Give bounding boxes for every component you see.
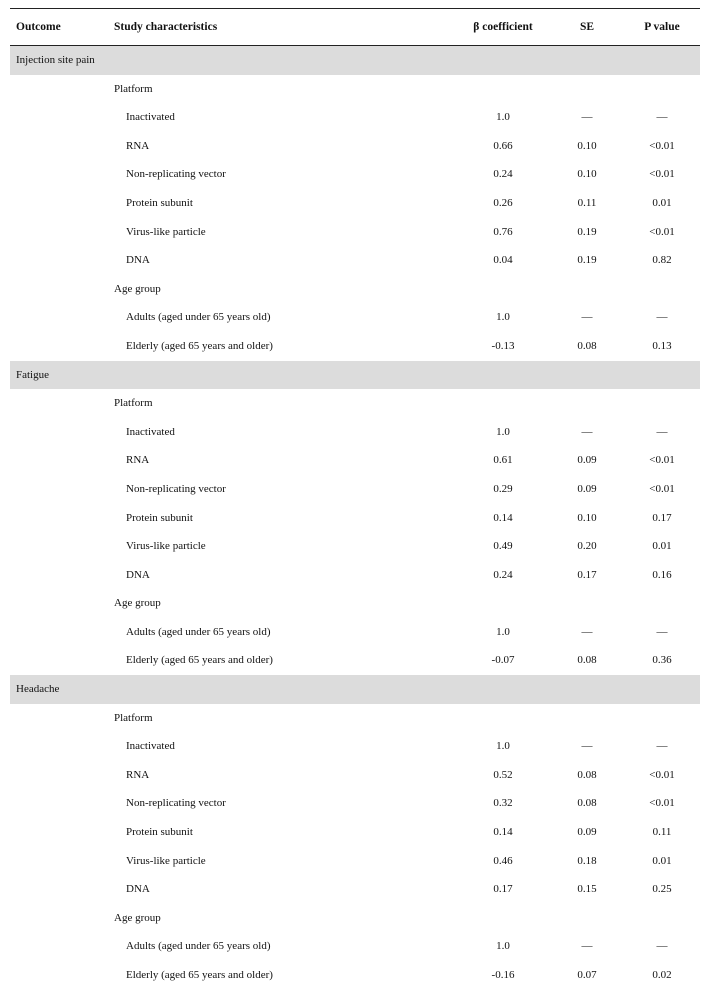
outcome-label: Fatigue bbox=[16, 368, 49, 381]
se-value: 0.20 bbox=[577, 540, 597, 553]
characteristic-label: Inactivated bbox=[126, 111, 175, 124]
characteristic-label: DNA bbox=[126, 568, 150, 581]
se-value: 0.08 bbox=[577, 768, 597, 781]
p-value: 0.16 bbox=[652, 568, 672, 581]
beta-value: 0.29 bbox=[493, 482, 513, 495]
table-row bbox=[10, 847, 700, 876]
p-value: 0.17 bbox=[652, 511, 672, 524]
table-row bbox=[10, 475, 700, 504]
table-row bbox=[10, 103, 700, 132]
regression-table bbox=[10, 8, 700, 990]
p-value: 0.82 bbox=[652, 254, 672, 267]
characteristic-label: Non-replicating vector bbox=[126, 797, 226, 810]
characteristic-label: Protein subunit bbox=[126, 511, 193, 524]
p-value: <0.01 bbox=[649, 797, 675, 810]
table-row bbox=[10, 761, 700, 790]
beta-value: 0.66 bbox=[493, 139, 513, 152]
se-value: — bbox=[581, 940, 593, 953]
group-row bbox=[10, 275, 700, 304]
table-row bbox=[10, 160, 700, 189]
group-label: Age group bbox=[114, 911, 161, 924]
beta-value: 0.24 bbox=[493, 568, 513, 581]
p-value: <0.01 bbox=[649, 225, 675, 238]
se-value: — bbox=[581, 425, 593, 438]
se-value: 0.19 bbox=[577, 254, 597, 267]
group-row bbox=[10, 75, 700, 104]
outcome-row bbox=[10, 361, 700, 390]
characteristic-label: Adults (aged under 65 years old) bbox=[126, 311, 271, 324]
se-value: 0.11 bbox=[577, 196, 597, 209]
characteristic-label: Protein subunit bbox=[126, 196, 193, 209]
table-header bbox=[10, 9, 700, 45]
characteristic-label: Adults (aged under 65 years old) bbox=[126, 625, 271, 638]
p-value: 0.11 bbox=[652, 826, 672, 839]
p-value: <0.01 bbox=[649, 139, 675, 152]
group-label: Platform bbox=[114, 711, 153, 724]
table-row bbox=[10, 418, 700, 447]
beta-value: -0.16 bbox=[491, 969, 515, 981]
characteristic-label: RNA bbox=[126, 139, 150, 152]
beta-value: 1.0 bbox=[496, 111, 510, 124]
group-label: Age group bbox=[114, 282, 161, 295]
table-row bbox=[10, 303, 700, 332]
group-label: Platform bbox=[114, 82, 153, 95]
p-value: — bbox=[656, 425, 668, 438]
beta-value: -0.07 bbox=[491, 654, 515, 667]
p-value: 0.01 bbox=[652, 854, 672, 867]
characteristic-label: Elderly (aged 65 years and older) bbox=[126, 339, 273, 352]
p-value: 0.36 bbox=[652, 654, 672, 667]
characteristic-label: Virus-like particle bbox=[126, 225, 206, 238]
beta-value: 1.0 bbox=[496, 940, 510, 953]
p-value: <0.01 bbox=[649, 168, 675, 181]
characteristic-label: Elderly (aged 65 years and older) bbox=[126, 654, 273, 667]
beta-value: 0.61 bbox=[493, 454, 513, 467]
table-row bbox=[10, 732, 700, 761]
characteristic-label: Protein subunit bbox=[126, 826, 193, 839]
p-value: <0.01 bbox=[649, 768, 675, 781]
group-row bbox=[10, 704, 700, 733]
se-value: 0.09 bbox=[577, 454, 597, 467]
beta-value: 0.14 bbox=[493, 826, 513, 839]
se-value: 0.10 bbox=[577, 139, 597, 152]
table-row bbox=[10, 561, 700, 590]
p-value: — bbox=[656, 111, 668, 124]
beta-value: 0.76 bbox=[493, 225, 513, 238]
se-value: — bbox=[581, 111, 593, 124]
se-value: 0.09 bbox=[577, 482, 597, 495]
p-value: — bbox=[656, 311, 668, 324]
p-value: 0.13 bbox=[652, 339, 672, 352]
characteristic-label: Non-replicating vector bbox=[126, 482, 226, 495]
p-value: <0.01 bbox=[649, 454, 675, 467]
p-value: 0.01 bbox=[652, 540, 672, 553]
p-value: — bbox=[656, 940, 668, 953]
beta-value: 0.26 bbox=[493, 196, 513, 209]
table-row bbox=[10, 932, 700, 961]
beta-value: 0.49 bbox=[493, 540, 513, 553]
se-value: — bbox=[581, 311, 593, 324]
se-value: 0.19 bbox=[577, 225, 597, 238]
se-value: 0.08 bbox=[577, 654, 597, 667]
characteristic-label: Virus-like particle bbox=[126, 540, 206, 553]
beta-value: 0.17 bbox=[493, 883, 513, 896]
outcome-row bbox=[10, 46, 700, 75]
table-row bbox=[10, 189, 700, 218]
se-value: — bbox=[581, 740, 593, 753]
beta-value: 1.0 bbox=[496, 625, 510, 638]
table-row bbox=[10, 789, 700, 818]
p-value: — bbox=[656, 740, 668, 753]
beta-value: 1.0 bbox=[496, 311, 510, 324]
header-p-value: P value bbox=[644, 21, 680, 33]
p-value: 0.01 bbox=[652, 196, 672, 209]
p-value: — bbox=[656, 625, 668, 638]
table-row bbox=[10, 961, 700, 990]
se-value: 0.10 bbox=[577, 511, 597, 524]
header-se: SE bbox=[579, 21, 595, 33]
p-value: <0.01 bbox=[649, 482, 675, 495]
se-value: 0.17 bbox=[577, 568, 597, 581]
characteristic-label: Virus-like particle bbox=[126, 854, 206, 867]
table-row bbox=[10, 646, 700, 675]
p-value: 0.02 bbox=[652, 969, 672, 981]
group-row bbox=[10, 589, 700, 618]
outcome-label: Injection site pain bbox=[16, 54, 95, 66]
table-row bbox=[10, 446, 700, 475]
group-label: Platform bbox=[114, 397, 153, 410]
table-row bbox=[10, 875, 700, 904]
table-body bbox=[10, 46, 700, 990]
group-row bbox=[10, 904, 700, 933]
table-row bbox=[10, 532, 700, 561]
p-value: 0.25 bbox=[652, 883, 672, 896]
se-value: 0.10 bbox=[577, 168, 597, 181]
header-outcome: Outcome bbox=[16, 21, 61, 33]
outcome-row bbox=[10, 675, 700, 704]
characteristic-label: Inactivated bbox=[126, 425, 175, 438]
se-value: 0.08 bbox=[577, 339, 597, 352]
table-row bbox=[10, 332, 700, 361]
beta-value: -0.13 bbox=[491, 339, 515, 352]
beta-value: 0.14 bbox=[493, 511, 513, 524]
table-row bbox=[10, 618, 700, 647]
se-value: 0.08 bbox=[577, 797, 597, 810]
characteristic-label: Elderly (aged 65 years and older) bbox=[126, 969, 273, 981]
characteristic-label: Adults (aged under 65 years old) bbox=[126, 940, 271, 953]
beta-value: 1.0 bbox=[496, 425, 510, 438]
beta-value: 0.46 bbox=[493, 854, 513, 867]
characteristic-label: Non-replicating vector bbox=[126, 168, 226, 181]
table-row bbox=[10, 818, 700, 847]
beta-value: 0.04 bbox=[493, 254, 513, 267]
se-value: — bbox=[581, 625, 593, 638]
se-value: 0.18 bbox=[577, 854, 597, 867]
header-beta-coefficient: β coefficient bbox=[473, 21, 533, 33]
se-value: 0.07 bbox=[577, 969, 597, 981]
group-label: Age group bbox=[114, 597, 161, 610]
beta-value: 1.0 bbox=[496, 740, 510, 753]
beta-value: 0.24 bbox=[493, 168, 513, 181]
beta-value: 0.52 bbox=[493, 768, 513, 781]
table-row bbox=[10, 504, 700, 533]
table-row bbox=[10, 218, 700, 247]
characteristic-label: RNA bbox=[126, 768, 150, 781]
group-row bbox=[10, 389, 700, 418]
header-study-characteristics: Study characteristics bbox=[114, 21, 218, 33]
characteristic-label: DNA bbox=[126, 254, 150, 267]
characteristic-label: RNA bbox=[126, 454, 150, 467]
se-value: 0.09 bbox=[577, 826, 597, 839]
beta-value: 0.32 bbox=[493, 797, 513, 810]
table-row bbox=[10, 246, 700, 275]
characteristic-label: DNA bbox=[126, 883, 150, 896]
characteristic-label: Inactivated bbox=[126, 740, 175, 753]
table-row bbox=[10, 132, 700, 161]
se-value: 0.15 bbox=[577, 883, 597, 896]
outcome-label: Headache bbox=[16, 683, 60, 696]
